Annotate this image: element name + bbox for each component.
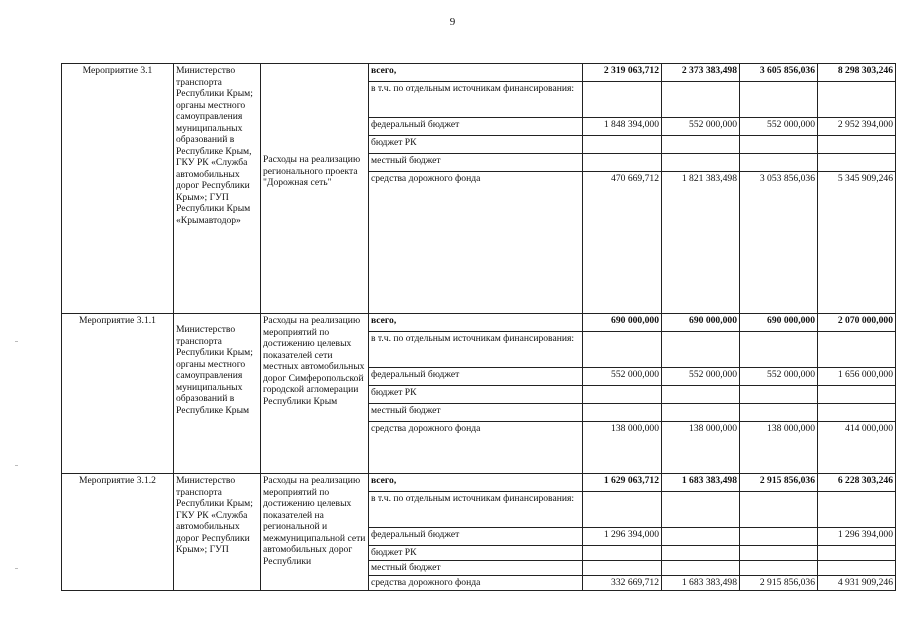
amount-cell (740, 528, 818, 546)
budget-table (61, 63, 896, 591)
amount-cell: 138 000,000 (740, 422, 818, 474)
amount-cell: 690 000,000 (583, 314, 662, 332)
amount-cell: 2 070 000,000 (818, 314, 896, 332)
amount-cell (740, 561, 818, 576)
amount-cell: 552 000,000 (740, 368, 818, 386)
funding-source: федеральный бюджет (369, 528, 583, 546)
amount-cell: 552 000,000 (740, 118, 818, 136)
page-number: 9 (449, 16, 456, 28)
amount-cell: 2 952 394,000 (818, 118, 896, 136)
amount-cell: 552 000,000 (583, 368, 662, 386)
funding-source: федеральный бюджет (369, 368, 583, 386)
amount-cell (818, 561, 896, 576)
amount-cell: 332 669,712 (583, 576, 662, 591)
amount-cell: 1 683 383,498 (662, 474, 740, 492)
amount-cell (818, 136, 896, 154)
table-row (62, 474, 896, 492)
amount-cell: 690 000,000 (662, 314, 740, 332)
amount-cell (583, 561, 662, 576)
amount-cell: 1 296 394,000 (818, 528, 896, 546)
amount-cell: 138 000,000 (662, 422, 740, 474)
amount-cell (662, 528, 740, 546)
amount-cell (583, 154, 662, 172)
amount-cell (583, 404, 662, 422)
amount-cell (662, 561, 740, 576)
amount-cell (740, 404, 818, 422)
amount-cell (818, 492, 896, 528)
amount-cell: 2 915 856,036 (740, 474, 818, 492)
funding-source: бюджет РК (369, 546, 583, 561)
amount-cell (740, 154, 818, 172)
measure-name: Мероприятие 3.1.1 (62, 314, 174, 474)
amount-cell (662, 492, 740, 528)
funding-source: средства дорожного фонда (369, 422, 583, 474)
amount-cell (818, 546, 896, 561)
amount-cell (583, 136, 662, 154)
amount-cell (818, 82, 896, 118)
funding-source: всего, (369, 474, 583, 492)
amount-cell: 4 931 909,246 (818, 576, 896, 591)
measure-name: Мероприятие 3.1.2 (62, 474, 174, 591)
expense-description: Расходы на реализацию мероприятий по достижению целевых показателей на региональной и межмуниципальной сети автомобильных дорог Республики (261, 474, 369, 591)
amount-cell (662, 154, 740, 172)
funding-source: в т.ч. по отдельным источникам финансирования: (369, 332, 583, 368)
funding-source: местный бюджет (369, 154, 583, 172)
amount-cell (662, 386, 740, 404)
amount-cell (583, 332, 662, 368)
amount-cell: 2 373 383,498 (662, 64, 740, 82)
amount-cell: 1 656 000,000 (818, 368, 896, 386)
amount-cell: 1 629 063,712 (583, 474, 662, 492)
funding-source: в т.ч. по отдельным источникам финансирования: (369, 82, 583, 118)
amount-cell: 552 000,000 (662, 118, 740, 136)
budget-table-body (62, 64, 896, 591)
amount-cell: 2 915 856,036 (740, 576, 818, 591)
amount-cell: 1 821 383,498 (662, 172, 740, 314)
amount-cell: 3 605 856,036 (740, 64, 818, 82)
amount-cell: 5 345 909,246 (818, 172, 896, 314)
responsible-executor: Министерство транспорта Республики Крым; ГКУ РК «Служба автомобильных дорог Республики Крым»; ГУП (174, 474, 261, 591)
expense-description: Расходы на реализацию регионального проекта "Дорожная сеть" (261, 64, 369, 314)
funding-source: в т.ч. по отдельным источникам финансирования: (369, 492, 583, 528)
funding-source: средства дорожного фонда (369, 172, 583, 314)
funding-source: бюджет РК (369, 386, 583, 404)
amount-cell: 552 000,000 (662, 368, 740, 386)
expense-description: Расходы на реализацию мероприятий по достижению целевых показателей сети местных автомобильных дорог Симферопольской городской агломерации Республики Крым (261, 314, 369, 474)
amount-cell: 690 000,000 (740, 314, 818, 332)
amount-cell (662, 332, 740, 368)
margin-mark (15, 465, 18, 466)
amount-cell (662, 404, 740, 422)
amount-cell: 414 000,000 (818, 422, 896, 474)
responsible-executor: Министерство транспорта Республики Крым; органы местного самоуправления муниципальных образований в Республике Крым (174, 314, 261, 474)
funding-source: местный бюджет (369, 561, 583, 576)
amount-cell: 3 053 856,036 (740, 172, 818, 314)
amount-cell (583, 82, 662, 118)
amount-cell (662, 546, 740, 561)
amount-cell: 1 848 394,000 (583, 118, 662, 136)
amount-cell: 470 669,712 (583, 172, 662, 314)
amount-cell: 138 000,000 (583, 422, 662, 474)
amount-cell (818, 386, 896, 404)
funding-source: бюджет РК (369, 136, 583, 154)
funding-source: федеральный бюджет (369, 118, 583, 136)
amount-cell (583, 492, 662, 528)
table-row (62, 314, 896, 332)
amount-cell: 1 683 383,498 (662, 576, 740, 591)
funding-source: всего, (369, 314, 583, 332)
amount-cell: 2 319 063,712 (583, 64, 662, 82)
funding-source: средства дорожного фонда (369, 576, 583, 591)
amount-cell (662, 136, 740, 154)
amount-cell: 8 298 303,246 (818, 64, 896, 82)
amount-cell (583, 386, 662, 404)
measure-name: Мероприятие 3.1 (62, 64, 174, 314)
amount-cell (818, 332, 896, 368)
amount-cell (740, 332, 818, 368)
margin-mark (15, 341, 18, 342)
amount-cell: 6 228 303,246 (818, 474, 896, 492)
amount-cell (740, 546, 818, 561)
amount-cell (818, 154, 896, 172)
responsible-executor: Министерство транспорта Республики Крым; органы местного самоуправления муниципальных образований в Республике Крым, ГКУ РК «Служба автомобильных дорог Республики Крым»; ГУП Республики Крым «Крымавтодор» (174, 64, 261, 314)
amount-cell (740, 386, 818, 404)
funding-source: местный бюджет (369, 404, 583, 422)
amount-cell: 1 296 394,000 (583, 528, 662, 546)
amount-cell (818, 404, 896, 422)
amount-cell (740, 136, 818, 154)
funding-source: всего, (369, 64, 583, 82)
amount-cell (740, 82, 818, 118)
amount-cell (662, 82, 740, 118)
margin-mark (15, 568, 18, 569)
amount-cell (583, 546, 662, 561)
amount-cell (740, 492, 818, 528)
table-row (62, 64, 896, 82)
